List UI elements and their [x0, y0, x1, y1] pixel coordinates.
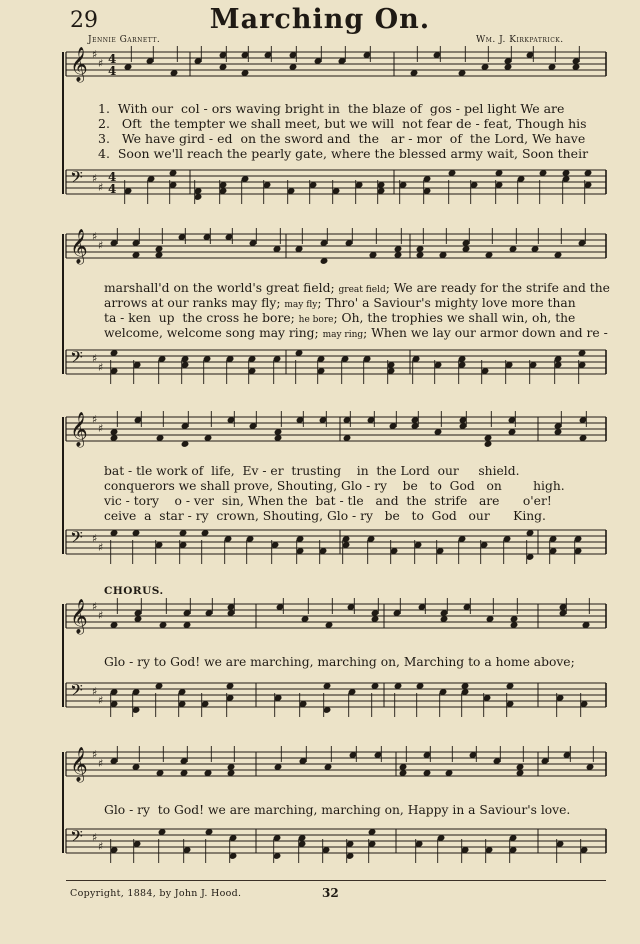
- bass-clef: 𝄢: [70, 527, 83, 551]
- treble-clef: 𝄞: [70, 412, 88, 447]
- sharp-sign: ♯: [98, 757, 104, 770]
- copyright-notice: Copyright, 1884, by John J. Hood.: [70, 888, 242, 899]
- treble-clef: 𝄞: [70, 229, 88, 264]
- hymn-title: Marching On.: [209, 4, 431, 35]
- sharp-sign: ♯: [98, 609, 104, 622]
- sharp-sign: ♯: [92, 230, 98, 243]
- sharp-sign: ♯: [98, 239, 104, 252]
- sharp-sign: ♯: [98, 422, 104, 435]
- verse-3-line-2: ta - ken up the cross he bore; he bore; Oh, the trophies we shall win, oh, the: [104, 311, 576, 325]
- sharp-sign: ♯: [98, 694, 104, 707]
- treble-clef: 𝄞: [70, 747, 88, 782]
- bass-clef: 𝄢: [70, 167, 83, 191]
- sharp-sign: ♯: [98, 361, 104, 374]
- verse-3-line-1: 3. We have gird - ed on the sword and the ar - mor of the Lord, We have: [98, 131, 586, 146]
- sharp-sign: ♯: [92, 172, 98, 185]
- verse-2-line-2: arrows at our ranks may fly; may fly; Thro' a Saviour's mighty love more than: [104, 296, 576, 310]
- verse-2-line-3: conquerors we shall prove, Shouting, Glo - ry be to God on high.: [104, 479, 565, 493]
- sharp-sign: ♯: [92, 48, 98, 61]
- time-signature-top: 4: [108, 170, 117, 184]
- sharp-sign: ♯: [92, 685, 98, 698]
- time-signature-top: 4: [108, 52, 117, 66]
- footer-rule: [66, 880, 606, 881]
- sharp-sign: ♯: [92, 413, 98, 426]
- verse-1-line-3: bat - tle work of life, Ev - er trusting in the Lord our shield.: [104, 464, 520, 478]
- treble-clef: 𝄞: [70, 599, 88, 634]
- verse-3-line-3: vic - tory o - ver sin, When the bat - tle and the strife are o'er!: [104, 494, 552, 508]
- bass-clef: 𝄢: [70, 826, 83, 850]
- sharp-sign: ♯: [92, 532, 98, 545]
- chorus-label: CHORUS.: [104, 585, 164, 597]
- time-signature-bottom: 4: [108, 64, 117, 78]
- chorus-line-2: Glo - ry to God! we are marching, marching on, Happy in a Saviour's love.: [104, 803, 571, 817]
- chorus-line-1: Glo - ry to God! we are marching, marching on, Marching to a home above;: [104, 655, 575, 669]
- treble-clef: 𝄞: [70, 47, 88, 82]
- sharp-sign: ♯: [92, 600, 98, 613]
- verse-1-line-1: 1. With our col - ors waving bright in the blaze of gos - pel light We are: [98, 101, 565, 116]
- sharp-sign: ♯: [98, 57, 104, 70]
- sharp-sign: ♯: [98, 181, 104, 194]
- verse-1-line-2: marshall'd on the world's great field; great field; We are ready for the strife and the: [104, 281, 610, 295]
- sharp-sign: ♯: [92, 831, 98, 844]
- sharp-sign: ♯: [98, 840, 104, 853]
- footer-page-number: 32: [322, 886, 339, 900]
- sharp-sign: ♯: [98, 541, 104, 554]
- verse-2-line-1: 2. Oft the tempter we shall meet, but we will not fear de - feat, Though his: [98, 116, 587, 131]
- lyricist-credit: Jennie Garnett.: [88, 35, 161, 45]
- composer-credit: Wm. J. Kirkpatrick.: [476, 35, 564, 45]
- page-number: 29: [70, 8, 98, 33]
- bass-clef: 𝄢: [70, 347, 83, 371]
- verse-4-line-2: welcome, welcome song may ring; may ring; When we lay our armor down and re -: [104, 326, 608, 340]
- sharp-sign: ♯: [92, 352, 98, 365]
- verse-4-line-1: 4. Soon we'll reach the pearly gate, where the blessed army wait, Soon their: [98, 146, 589, 161]
- verse-4-line-3: ceive a star - ry crown, Shouting, Glo - ry be to God our King.: [104, 509, 546, 523]
- sharp-sign: ♯: [92, 748, 98, 761]
- time-signature-bottom: 4: [108, 182, 117, 196]
- bass-clef: 𝄢: [70, 680, 83, 704]
